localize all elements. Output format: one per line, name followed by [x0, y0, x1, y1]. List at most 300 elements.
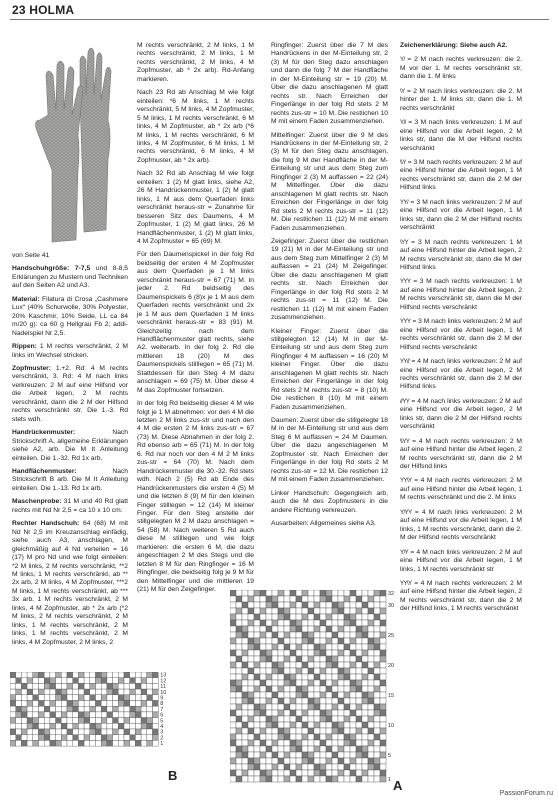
row-number-label: 1	[160, 741, 164, 748]
chart-cell	[332, 608, 338, 614]
chart-cell	[242, 770, 248, 776]
chart-cell	[248, 590, 254, 596]
chart-cell	[135, 672, 141, 678]
chart-cell	[248, 644, 254, 650]
chart-cell	[27, 718, 33, 724]
chart-cell	[356, 614, 362, 620]
chart-cell	[368, 614, 374, 620]
chart-cell	[242, 758, 248, 764]
chart-cell	[374, 722, 380, 728]
cable-symbol-icon: //YY	[400, 398, 410, 405]
chart-cell	[320, 752, 326, 758]
chart-cell	[350, 638, 356, 644]
chart-cell	[248, 728, 254, 734]
chart-cell	[380, 698, 386, 704]
chart-cell	[380, 668, 386, 674]
chart-cell	[356, 710, 362, 716]
legend-item: Y// = 3 M nach links verkreuzen: 1 M auf eine Hilfsnd vor die Arbeit legen, 2 M links str, dann die M der Hilfsnd rechts verschränkt	[400, 119, 523, 152]
chart-cell	[67, 729, 73, 735]
chart-cell	[230, 686, 236, 692]
chart-cell	[368, 692, 374, 698]
chart-cell	[296, 704, 302, 710]
chart-cell	[374, 686, 380, 692]
symbol-legend	[400, 42, 522, 620]
chart-cell	[338, 680, 344, 686]
chart-cell	[230, 704, 236, 710]
chart-cell	[90, 672, 96, 678]
legend-item: \\Y = 3 M nach rechts verkreuzen: 2 M auf eine Hilfsnd hinter die Arbeit legen, 1 M rechts verschränkt str, dann die 2 M der Hilfsnd links	[400, 158, 523, 192]
chart-cell	[356, 668, 362, 674]
chart-cell	[153, 672, 159, 678]
chart-cell	[272, 698, 278, 704]
chart-cell	[248, 752, 254, 758]
chart-cell	[56, 712, 62, 718]
chart-cell	[278, 746, 284, 752]
chart-cell	[230, 770, 236, 776]
chart-cell	[84, 723, 90, 729]
chart-cell	[147, 735, 153, 741]
chart-cell	[84, 683, 90, 689]
chart-cell	[338, 644, 344, 650]
chart-cell	[266, 716, 272, 722]
chart-cell	[260, 776, 266, 782]
chart-cell	[344, 680, 350, 686]
chart-cell	[33, 695, 39, 701]
chart-cell	[16, 689, 22, 695]
chart-cell	[73, 712, 79, 718]
daumen-para: Daumen: Zuerst über die stillgelegte 18 M in der M-Einteilung str und aus dem Steg 6 M auffassen = 24 M Daumen. Über die dazu angeschlagenen M Zopfmuster str. Nach Erreichen der Fingerlänge in der folg Rd stets 2 M rechts zus-str = 12 M. Die restlichen 12 M mit einem Faden zusammenziehen.	[271, 417, 388, 484]
chart-cell	[332, 590, 338, 596]
chart-cell	[230, 620, 236, 626]
chart-cell	[338, 650, 344, 656]
chart-cell	[254, 728, 260, 734]
chart-cell	[308, 770, 314, 776]
chart-cell	[374, 770, 380, 776]
chart-cell	[130, 678, 136, 684]
chart-cell	[368, 596, 374, 602]
chart-cell	[320, 716, 326, 722]
chart-cell	[368, 770, 374, 776]
chart-cell	[374, 590, 380, 596]
chart-cell	[320, 674, 326, 680]
chart-cell	[278, 710, 284, 716]
chart-cell	[16, 683, 22, 689]
chart-cell	[266, 644, 272, 650]
chart-cell	[118, 706, 124, 712]
chart-cell	[344, 668, 350, 674]
chart-cell	[33, 672, 39, 678]
chart-cell	[130, 712, 136, 718]
chart-cell	[260, 596, 266, 602]
chart-cell	[314, 758, 320, 764]
chart-cell	[260, 746, 266, 752]
chart-cell	[260, 614, 266, 620]
chart-cell	[296, 728, 302, 734]
chart-cell	[350, 644, 356, 650]
chart-cell	[326, 716, 332, 722]
chart-cell	[230, 740, 236, 746]
chart-cell	[56, 672, 62, 678]
chart-cell	[338, 764, 344, 770]
chart-cell	[362, 674, 368, 680]
chart-cell	[368, 728, 374, 734]
chart-cell	[350, 650, 356, 656]
chart-cell	[320, 596, 326, 602]
chart-cell	[350, 758, 356, 764]
chart-cell	[350, 662, 356, 668]
handflaechen-label: Handflächenmuster:	[12, 467, 77, 475]
chart-cell	[16, 695, 22, 701]
chart-cell	[141, 678, 147, 684]
chart-cell	[326, 746, 332, 752]
chart-cell	[308, 740, 314, 746]
chart-cell	[284, 632, 290, 638]
chart-cell	[242, 698, 248, 704]
chart-cell	[368, 722, 374, 728]
chart-cell	[107, 718, 113, 724]
chart-cell	[326, 740, 332, 746]
chart-cell	[90, 735, 96, 741]
chart-cell	[260, 638, 266, 644]
chart-cell	[33, 678, 39, 684]
chart-cell	[254, 710, 260, 716]
chart-cell	[314, 656, 320, 662]
chart-cell	[84, 712, 90, 718]
chart-cell	[314, 596, 320, 602]
chart-cell	[272, 602, 278, 608]
chart-cell	[96, 672, 102, 678]
chart-cell	[374, 644, 380, 650]
chart-cell	[236, 710, 242, 716]
chart-cell	[278, 752, 284, 758]
row-number-label: 25	[388, 633, 395, 639]
chart-cell	[44, 740, 50, 746]
chart-cell	[27, 712, 33, 718]
chart-cell	[338, 602, 344, 608]
chart-cell	[344, 674, 350, 680]
chart-cell	[242, 608, 248, 614]
chart-cell	[302, 776, 308, 782]
chart-cell	[254, 626, 260, 632]
chart-cell	[308, 608, 314, 614]
chart-cell	[141, 740, 147, 746]
chart-cell	[290, 590, 296, 596]
chart-cell	[374, 776, 380, 782]
chart-cell	[320, 650, 326, 656]
chart-cell	[130, 740, 136, 746]
chart-cell	[302, 626, 308, 632]
row-number-label: 8	[160, 701, 164, 708]
chart-cell	[16, 672, 22, 678]
chart-cell	[254, 758, 260, 764]
chart-cell	[380, 776, 386, 782]
chart-cell	[308, 746, 314, 752]
chart-cell	[266, 692, 272, 698]
chart-cell	[73, 701, 79, 707]
cable-symbol-icon: \Y	[400, 88, 405, 95]
chart-cell	[260, 668, 266, 674]
chart-cell	[147, 729, 153, 735]
chart-cell	[266, 680, 272, 686]
chart-cell	[326, 614, 332, 620]
chart-cell	[96, 729, 102, 735]
chart-b-grid	[10, 672, 170, 778]
chart-cell	[326, 770, 332, 776]
chart-cell	[296, 590, 302, 596]
chart-cell	[44, 701, 50, 707]
ringfinger-para: Ringfinger: Zuerst über die 7 M des Handrückens in der M-Einteilung str, 2 (3) M für den Steg dazu anschlagen und dann die folg 7 M der Handfläche in der M-Einteilung str = 19 (20) M. Über die dazu anschlagenen M glatt rechts str. Nach Erreichen der Fingerlänge in der folg Rd stets 2 M rechts zus-str = 10 M. Die restlichen 10 M mit einem Faden zusammenziehen.	[271, 42, 388, 126]
chart-cell	[242, 716, 248, 722]
column-3	[271, 42, 388, 533]
chart-cell	[338, 776, 344, 782]
chart-cell	[290, 662, 296, 668]
chart-cell	[344, 752, 350, 758]
chart-cell	[61, 729, 67, 735]
chart-cell	[254, 608, 260, 614]
chart-cell	[356, 722, 362, 728]
chart-cell	[338, 746, 344, 752]
chart-cell	[242, 674, 248, 680]
chart-cell	[278, 734, 284, 740]
chart-cell	[96, 678, 102, 684]
chart-cell	[296, 746, 302, 752]
chart-cell	[356, 752, 362, 758]
chart-cell	[147, 678, 153, 684]
chart-cell	[278, 662, 284, 668]
chart-cell	[374, 614, 380, 620]
chart-cell	[362, 620, 368, 626]
chart-cell	[362, 632, 368, 638]
chart-cell	[314, 776, 320, 782]
chart-cell	[290, 644, 296, 650]
chart-cell	[344, 710, 350, 716]
chart-cell	[338, 734, 344, 740]
chart-cell	[118, 678, 124, 684]
chart-cell	[380, 740, 386, 746]
chart-cell	[260, 686, 266, 692]
chart-cell	[135, 695, 141, 701]
chart-cell	[107, 701, 113, 707]
chart-cell	[290, 770, 296, 776]
chart-cell	[135, 723, 141, 729]
chart-cell	[356, 662, 362, 668]
chart-cell	[338, 626, 344, 632]
chart-cell	[230, 602, 236, 608]
chart-cell	[332, 626, 338, 632]
chart-cell	[135, 706, 141, 712]
chart-cell	[362, 656, 368, 662]
chart-cell	[248, 650, 254, 656]
chart-cell	[33, 706, 39, 712]
chart-cell	[314, 608, 320, 614]
chart-cell	[260, 602, 266, 608]
chart-cell	[272, 626, 278, 632]
chart-cell	[338, 722, 344, 728]
chart-cell	[332, 680, 338, 686]
chart-cell	[332, 764, 338, 770]
chart-cell	[368, 704, 374, 710]
chart-cell	[296, 776, 302, 782]
chart-cell	[350, 668, 356, 674]
chart-cell	[124, 706, 130, 712]
chart-cell	[236, 638, 242, 644]
chart-cell	[242, 752, 248, 758]
chart-cell	[130, 723, 136, 729]
chart-cell	[296, 764, 302, 770]
chart-cell	[290, 728, 296, 734]
chart-cell	[284, 686, 290, 692]
row-number-label: 4	[160, 724, 164, 730]
legend-item: \\YY = 4 M nach rechts verkreuzen: 2 M auf eine Hilfsnd hinter die Arbeit legen, 2 M rechts verschränkt str, dann die 2 M der Hilfsnd links	[400, 437, 523, 471]
legend-item: Y/YY = 4 M nach links verkreuzen: 2 M auf eine Hilfsnd vor die Arbeit legen, 1 M links, 1 M rechts verschränkt, dann die 2. M der Hilfsnd rechts verschränkt	[400, 508, 523, 542]
chart-cell	[84, 672, 90, 678]
chart-cell	[320, 710, 326, 716]
chart-cell	[248, 710, 254, 716]
chart-cell	[44, 678, 50, 684]
chart-cell	[113, 678, 119, 684]
chart-cell	[107, 723, 113, 729]
chart-cell	[338, 698, 344, 704]
zopf-label: Zopfmuster:	[12, 364, 52, 372]
chart-cell	[368, 602, 374, 608]
chart-cell	[130, 706, 136, 712]
chart-cell	[107, 695, 113, 701]
chart-cell	[380, 758, 386, 764]
chart-cell	[302, 764, 308, 770]
chart-cell	[302, 704, 308, 710]
chart-cell	[236, 770, 242, 776]
chart-cell	[135, 718, 141, 724]
chart-cell	[50, 701, 56, 707]
chart-cell	[260, 674, 266, 680]
chart-cell	[67, 683, 73, 689]
chart-cell	[296, 734, 302, 740]
column-1	[12, 252, 128, 652]
chart-cell	[141, 706, 147, 712]
chart-cell	[320, 776, 326, 782]
chart-cell	[284, 668, 290, 674]
chart-cell	[332, 698, 338, 704]
chart-cell	[248, 638, 254, 644]
chart-cell	[135, 701, 141, 707]
chart-cell	[254, 698, 260, 704]
chart-cell	[308, 776, 314, 782]
chart-cell	[90, 729, 96, 735]
chart-cell	[33, 740, 39, 746]
chart-cell	[242, 686, 248, 692]
chart-cell	[266, 776, 272, 782]
chart-cell	[356, 650, 362, 656]
chart-cell	[230, 590, 236, 596]
chart-cell	[266, 596, 272, 602]
chart-cell	[236, 716, 242, 722]
chart-cell	[308, 620, 314, 626]
chart-cell	[356, 746, 362, 752]
chart-cell	[27, 740, 33, 746]
chart-cell	[21, 678, 27, 684]
chart-cell	[230, 764, 236, 770]
chart-cell	[338, 620, 344, 626]
chart-cell	[368, 752, 374, 758]
chart-cell	[368, 710, 374, 716]
chart-cell	[16, 678, 22, 684]
chart-cell	[332, 746, 338, 752]
chart-cell	[284, 680, 290, 686]
chart-cell	[236, 746, 242, 752]
chart-cell	[236, 734, 242, 740]
chart-cell	[290, 716, 296, 722]
chart-cell	[350, 710, 356, 716]
chart-cell	[236, 752, 242, 758]
chart-cell	[320, 728, 326, 734]
chart-cell	[230, 776, 236, 782]
chart-cell	[16, 718, 22, 724]
chart-cell	[272, 758, 278, 764]
chart-cell	[296, 740, 302, 746]
chart-cell	[67, 678, 73, 684]
chart-cell	[61, 695, 67, 701]
chart-cell	[260, 758, 266, 764]
chart-cell	[107, 678, 113, 684]
chart-cell	[113, 701, 119, 707]
chart-cell	[78, 735, 84, 741]
chart-cell	[101, 718, 107, 724]
chart-cell	[101, 678, 107, 684]
chart-cell	[374, 650, 380, 656]
chart-cell	[350, 752, 356, 758]
chart-cell	[278, 698, 284, 704]
row-number-label: 11	[160, 684, 166, 691]
chart-cell	[344, 758, 350, 764]
chart-cell	[368, 716, 374, 722]
col2-para-4: Für den Daumenspickel in der folg Rd beidseitig der ersten 4 M Zopfmuster aus dem Querfaden je 1 M links verschränkt heraus-str = 67 (71) M. In jeder 2. Rd beidseitig des Daumenspickels 6 (8)x je 1 M aus dem Querfaden rechts verschränkt und 2x je 1 M aus dem Querfaden 1 M links verschränkt heraus-str = 83 (91) M. Gleichzeitig nach dem Handflächenmuster glatt rechts, siehe A2, weiterarb. In der folg 2. Rd die mittleren 18 (20) M des Daumenspickels stilllegen = 65 (71) M. Stattdessen für den Steg 4 M dazu anschlagen = 69 (75) M. Über diese 4 M das Zopfmuster fortsetzen.	[137, 251, 254, 394]
chart-cell	[33, 683, 39, 689]
chart-cell	[96, 683, 102, 689]
chart-cell	[368, 608, 374, 614]
chart-cell	[344, 662, 350, 668]
chart-cell	[326, 710, 332, 716]
chart-cell	[254, 650, 260, 656]
row-number-label: 9	[160, 695, 164, 702]
chart-cell	[338, 656, 344, 662]
chart-cell	[272, 662, 278, 668]
chart-cell	[96, 701, 102, 707]
chart-cell	[302, 632, 308, 638]
chart-cell	[254, 764, 260, 770]
chart-cell	[266, 650, 272, 656]
chart-cell	[141, 712, 147, 718]
chart-cell	[350, 596, 356, 602]
chart-cell	[248, 614, 254, 620]
chart-cell	[344, 650, 350, 656]
chart-cell	[254, 590, 260, 596]
chart-cell	[141, 695, 147, 701]
chart-cell	[254, 704, 260, 710]
chart-cell	[320, 704, 326, 710]
chart-cell	[320, 686, 326, 692]
chart-cell	[356, 698, 362, 704]
chart-cell	[33, 701, 39, 707]
chart-cell	[236, 740, 242, 746]
chart-cell	[296, 638, 302, 644]
chart-cell	[368, 698, 374, 704]
chart-cell	[153, 683, 159, 689]
chart-cell	[308, 674, 314, 680]
chart-cell	[302, 698, 308, 704]
chart-cell	[230, 656, 236, 662]
chart-cell	[344, 614, 350, 620]
chart-cell	[266, 698, 272, 704]
